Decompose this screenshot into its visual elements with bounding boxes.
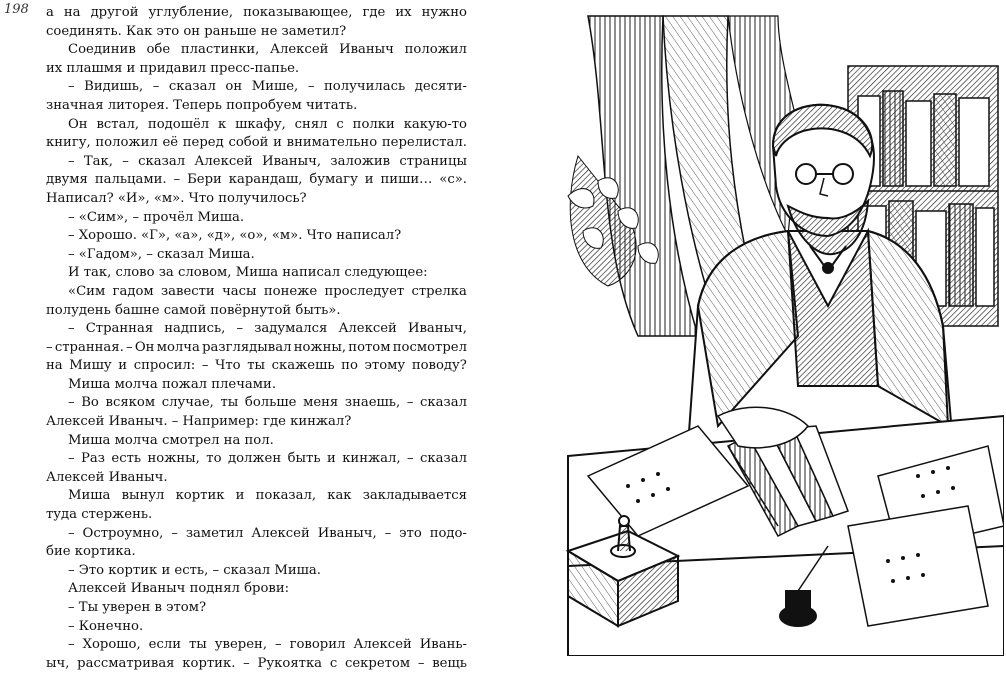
text-line: «Сим гадом завести часы понеже проследует стрелка (68, 283, 467, 299)
text-line: – Остроумно, – заметил Алексей Иваныч, – это подо- (68, 525, 467, 541)
text-line: Миша молча пожал плечами. (68, 376, 277, 392)
text-line: Он встал, подошёл к шкафу, снял с полки какую-то (68, 116, 467, 132)
text-line: Миша молча смотрел на пол. (68, 432, 274, 448)
text-line: а на другой углубление, показывающее, где их нужно (46, 5, 467, 20)
text-line: – Ты уверен в этом? (68, 600, 207, 615)
text-line: – странная. – Он молча разглядывал ножны, потом посмотрел (46, 339, 467, 355)
text-line: бие кортика. (46, 544, 136, 560)
text-line: Написал? «И», «м». Что получилось? (46, 190, 307, 206)
text-line: – «Гадом», – сказал Миша. (68, 246, 255, 262)
text-line: полудень башне самой повёрнутой быть». (46, 302, 341, 318)
text-line: – Конечно. (68, 618, 144, 634)
text-line: книгу, положил её перед собой и внимательно перелистал. (46, 135, 467, 151)
text-line: Соединив обе пластинки, Алексей Иваныч положил (68, 42, 467, 58)
left-page (0, 0, 500, 671)
right-page (520, 0, 1006, 661)
text-line: – «Сим», – прочёл Миша. (68, 209, 245, 225)
text-line: И так, слово за словом, Миша написал следующее: (68, 265, 428, 281)
text-line: их плашмя и придавил пресс-папье. (46, 60, 300, 76)
text-line: – Так, – сказал Алексей Иваныч, заложив страницы (68, 153, 467, 169)
body-text (46, 4, 467, 673)
text-line: соединять. Как это он раньше не заметил? (46, 23, 347, 39)
text-line: Алексей Иваныч. (46, 469, 168, 485)
text-line: Миша вынул кортик и показал, как закладывается (68, 488, 467, 504)
text-line: двумя пальцами. – Бери карандаш, бумагу и пиши… «с». (46, 172, 467, 188)
text-line: – Во всяком случае, ты больше меня знаешь, – сказал (68, 395, 467, 411)
text-line: значная литорея. Теперь попробуем читать. (46, 97, 358, 113)
ink-illustration-scholar-at-desk-icon (548, 6, 1004, 656)
text-line: – Раз есть ножны, то должен быть и кинжал, – сказал (68, 451, 467, 467)
text-line: – Видишь, – сказал он Мише, – получилась десяти- (68, 79, 467, 95)
text-line: ыч, рассматривая кортик. – Рукоятка с секретом – вещь (46, 655, 467, 671)
text-line: – Хорошо. «Г», «а», «д», «о», «м». Что написал? (68, 228, 402, 244)
text-line: туда стержень. (46, 507, 153, 523)
text-line: – Хорошо, если ты уверен, – говорил Алексей Ивань- (68, 637, 467, 653)
text-line: – Это кортик и есть, – сказал Миша. (68, 562, 321, 578)
text-line: на Мишу и спросил: – Что ты скажешь по этому поводу? (46, 358, 467, 374)
text-line: – Странная надпись, – задумался Алексей Иваныч, (68, 321, 467, 337)
text-line: Алексей Иваныч поднял брови: (68, 581, 290, 597)
page-number: 198 (4, 2, 29, 17)
text-line: Алексей Иваныч. – Например: где кинжал? (46, 414, 352, 430)
